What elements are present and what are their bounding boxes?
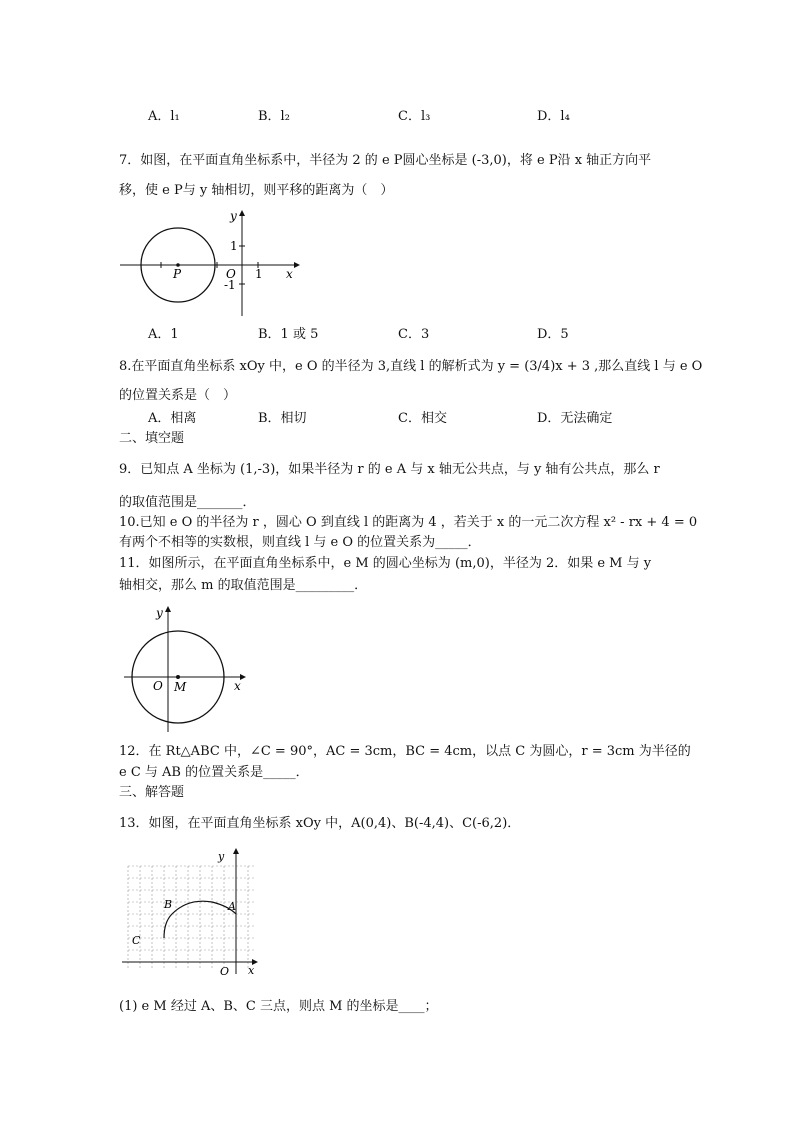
q13-figure (118, 846, 263, 978)
q13-b-label: B (164, 898, 173, 911)
q12-text-line2: e C 与 AB 的位置关系是_____． (119, 765, 309, 780)
q8-text-line2: 的位置关系是（ ） (119, 388, 237, 403)
q9-text-line1: 9．已知点 A 坐标为 (1,-3)，如果半径为 r 的 e A 与 x 轴无公共点，与 y 轴有公共点，那么 r (119, 462, 660, 477)
q8-option-c: C．相交 (398, 411, 447, 426)
q7-figure (118, 208, 303, 320)
q11-x-label: x (234, 679, 241, 693)
q8-option-d: D．无法确定 (537, 411, 613, 426)
q8-option-b: B．相切 (258, 411, 307, 426)
q7-text-line1: 7．如图，在平面直角坐标系中，半径为 2 的 e P圆心坐标是 (-3,0)，将 e P沿 x 轴正方向平 (119, 153, 652, 168)
q7-tick-x1: 1 (255, 267, 263, 281)
q7-tick-neg1: -1 (224, 278, 236, 292)
q13-origin-label: O (220, 965, 230, 978)
q13-sub1: (1) e M 经过 A、B、C 三点，则点 M 的坐标是____； (119, 999, 438, 1014)
section-fill-in: 二、填空题 (119, 431, 185, 446)
q11-m-label: M (174, 680, 187, 694)
q7-origin-label: O (226, 267, 236, 281)
q13-y-label: y (218, 850, 225, 863)
q8-text-line1: 8.在平面直角坐标系 xOy 中，e O 的半径为 3,直线 l 的解析式为 y = (3/4)x + 3 ,那么直线 l 与 e O (119, 359, 703, 374)
q13-a-label: A (228, 900, 236, 913)
q7-option-b: B．1 或 5 (258, 327, 319, 342)
option-d: D．l₄ (537, 109, 570, 124)
q8-option-a: A．相离 (148, 411, 197, 426)
q7-y-label: y (230, 209, 237, 223)
q13-x-label: x (248, 964, 255, 977)
q10-text-line2: 有两个不相等的实数根，则直线 l 与 e O 的位置关系为_____． (119, 535, 481, 550)
q11-origin-label: O (153, 679, 163, 693)
q11-y-label: y (156, 606, 163, 620)
q7-x-label: x (286, 267, 293, 281)
q7-text-line2: 移，使 e P与 y 轴相切，则平移的距离为（ ） (119, 183, 394, 198)
q11-text-line2: 轴相交，那么 m 的取值范围是_________． (119, 578, 368, 593)
section-solve: 三、解答题 (119, 785, 185, 800)
option-b: B．l₂ (258, 109, 290, 124)
q11-figure (120, 602, 255, 736)
q13-c-label: C (132, 934, 141, 947)
option-c: C．l₃ (398, 109, 431, 124)
q10-text-line1: 10.已知 e O 的半径为 r ，圆心 O 到直线 l 的距离为 4 ，若关于 x 的一元二次方程 x² - rx + 4 = 0 (119, 515, 698, 530)
q7-option-d: D．5 (537, 327, 569, 342)
q11-text-line1: 11．如图所示，在平面直角坐标系中，e M 的圆心坐标为 (m,0)，半径为 2．如果 e M 与 y (119, 556, 652, 571)
q13-text-line1: 13．如图，在平面直角坐标系 xOy 中，A(0,4)、B(-4,4)、C(-6,2)． (119, 816, 521, 831)
q7-option-a: A．1 (148, 327, 179, 342)
option-a: A．l₁ (148, 109, 180, 124)
q7-option-c: C．3 (398, 327, 430, 342)
q9-text-line2: 的取值范围是_______． (119, 495, 256, 510)
q7-tick-1: 1 (230, 239, 238, 253)
q12-text-line1: 12．在 Rt△ABC 中，∠C = 90°，AC = 3cm，BC = 4cm，以点 C 为圆心，r = 3cm 为半径的 (119, 744, 691, 759)
q7-p-label: P (173, 267, 182, 281)
